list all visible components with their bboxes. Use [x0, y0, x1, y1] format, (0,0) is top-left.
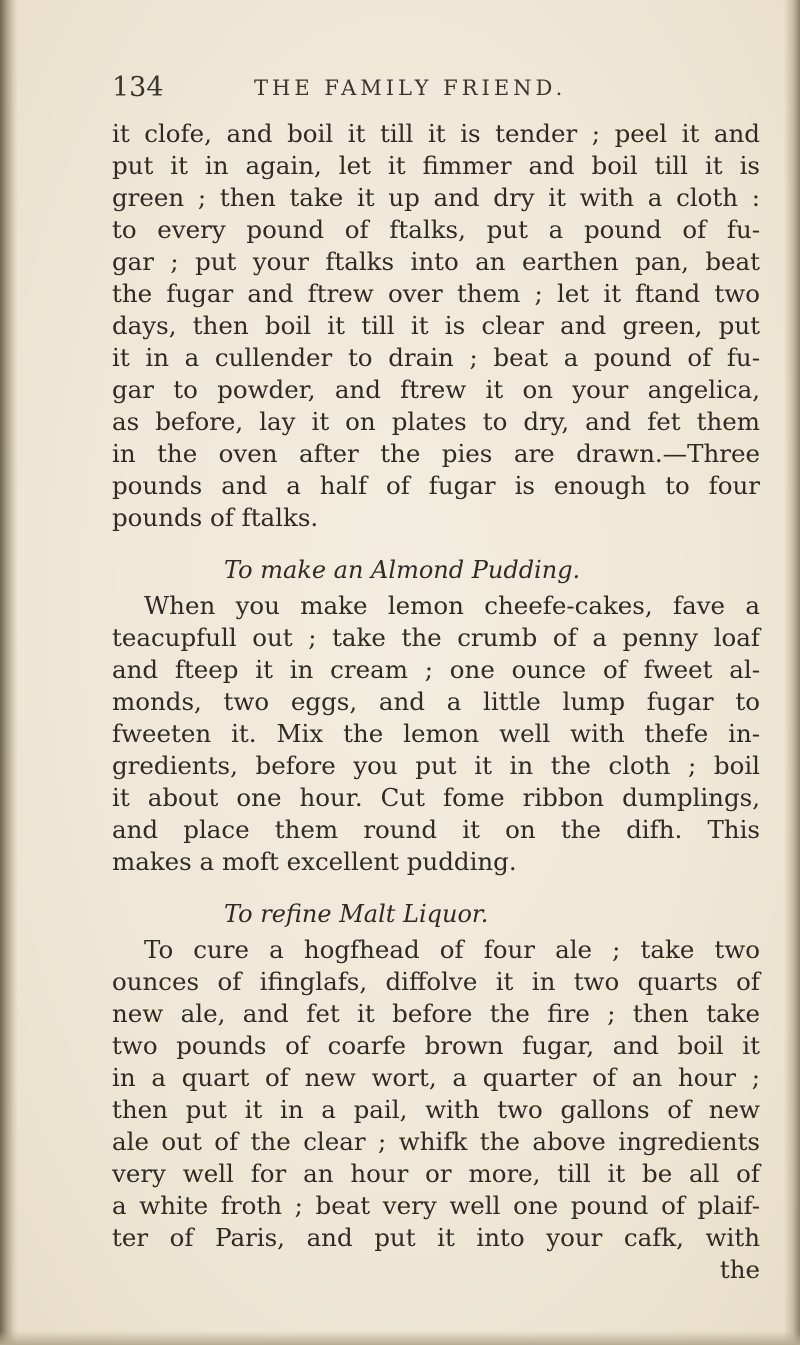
text-line: pounds of ftalks.	[112, 503, 319, 532]
text-line: put it in again, let it fimmer and boil till it is	[112, 151, 760, 180]
text-line: ale out of the clear ; whifk the above ingredients	[112, 1127, 760, 1156]
text-line: days, then boil it till it is clear and green, put	[112, 311, 760, 340]
text-line: ter of Paris, and put it into your cafk, with	[112, 1223, 760, 1252]
page-header	[112, 72, 752, 106]
text-line: to every pound of ftalks, put a pound of fu-	[112, 215, 760, 244]
text-line: it clofe, and boil it till it is tender ; peel it and	[112, 119, 760, 148]
paragraph-malt-liquor	[112, 934, 760, 1254]
body-text	[112, 118, 760, 1286]
catchword: the	[719, 1255, 760, 1284]
text-line: To cure a hogfhead of four ale ; take two	[144, 935, 760, 964]
page-bottom-shadow	[0, 1331, 800, 1345]
text-line: two pounds of coarfe brown fugar, and boil it	[112, 1031, 760, 1060]
text-line: ounces of ifinglafs, diffolve it in two quarts of	[112, 967, 760, 996]
text-line: pounds and a half of fugar is enough to four	[112, 471, 760, 500]
text-line: gar ; put your ftalks into an earthen pan, beat	[112, 247, 760, 276]
text-line: green ; then take it up and dry it with a cloth :	[112, 183, 760, 212]
text-line: makes a moft excellent pudding.	[112, 847, 517, 876]
text-line: monds, two eggs, and a little lump fugar to	[112, 687, 760, 716]
text-line: in a quart of new wort, a quarter of an hour ;	[112, 1063, 760, 1092]
text-line: new ale, and fet it before the fire ; then take	[112, 999, 760, 1028]
recipe-heading-almond-pudding: To make an Almond Pudding.	[224, 556, 581, 584]
page-edge-shadow	[784, 0, 800, 1345]
running-head: THE FAMILY FRIEND.	[254, 76, 567, 100]
paragraph-almond-pudding	[112, 590, 760, 878]
text-line: the fugar and ftrew over them ; let it ftand two	[112, 279, 760, 308]
text-line: gredients, before you put it in the cloth ; boil	[112, 751, 760, 780]
page-number: 134	[112, 72, 164, 103]
text-line: as before, lay it on plates to dry, and fet them	[112, 407, 760, 436]
page-gutter-shadow	[0, 0, 18, 1345]
text-line: fweeten it. Mix the lemon well with thefe in-	[112, 719, 760, 748]
text-line: and fteep it in cream ; one ounce of fweet al-	[112, 655, 760, 684]
text-line: it about one hour. Cut fome ribbon dumplings,	[112, 783, 760, 812]
text-line: very well for an hour or more, till it be all of	[112, 1159, 760, 1188]
text-line: a white froth ; beat very well one pound of plaif-	[112, 1191, 760, 1220]
text-line: it in a cullender to drain ; beat a pound of fu-	[112, 343, 760, 372]
text-line: and place them round it on the difh. This	[112, 815, 760, 844]
text-line: When you make lemon cheefe-cakes, fave a	[144, 591, 760, 620]
text-line: teacupfull out ; take the crumb of a penny loaf	[112, 623, 760, 652]
text-line: gar to powder, and ftrew it on your angelica,	[112, 375, 760, 404]
recipe-heading-malt-liquor: To refine Malt Liquor.	[224, 900, 489, 928]
paragraph-angelica-continued	[112, 118, 760, 534]
text-line: in the oven after the pies are drawn.—Three	[112, 439, 760, 468]
text-line: then put it in a pail, with two gallons of new	[112, 1095, 760, 1124]
